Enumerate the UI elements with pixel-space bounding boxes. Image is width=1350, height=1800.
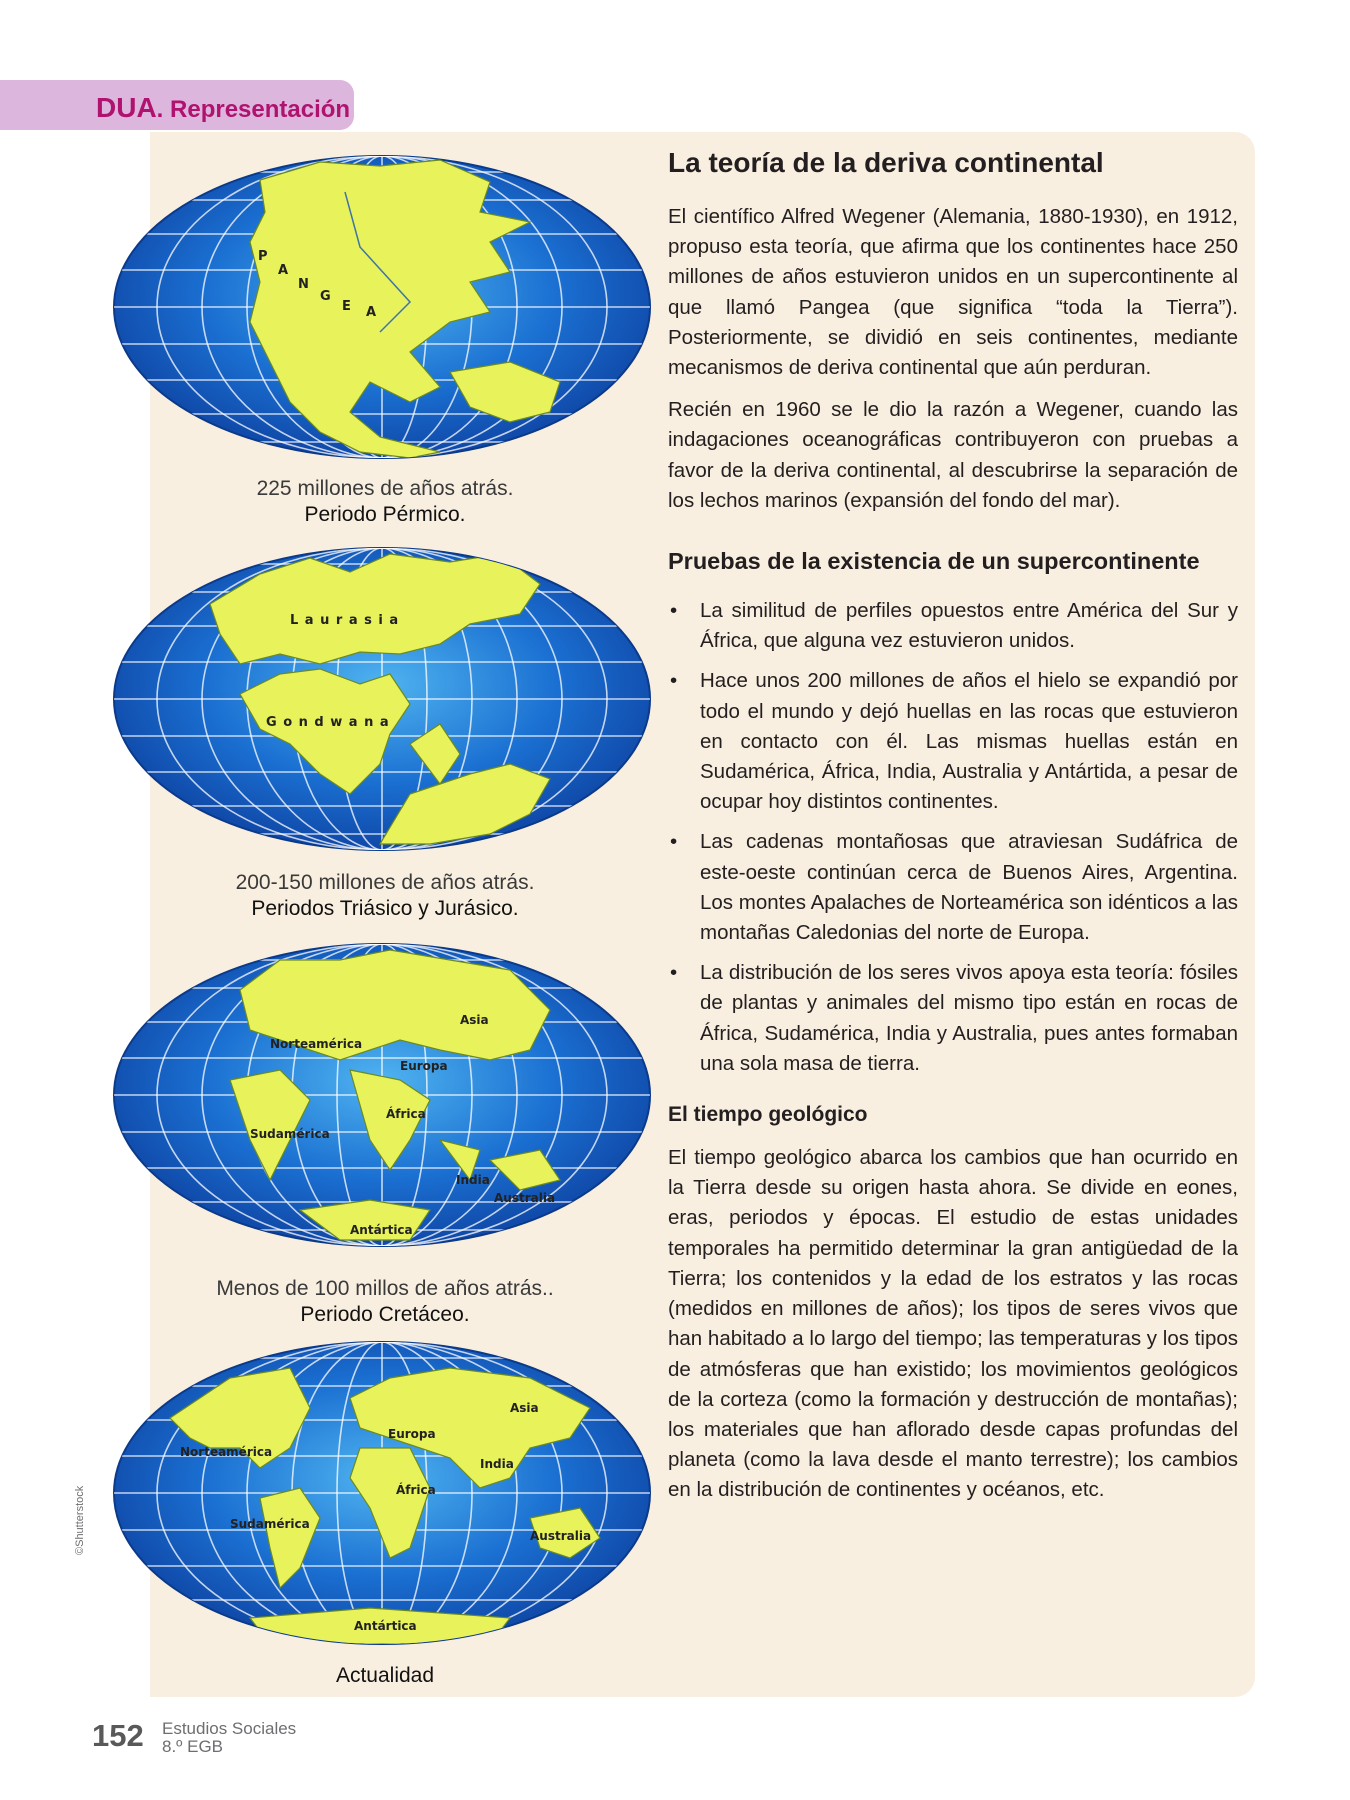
- present-label-africa: África: [396, 1483, 436, 1497]
- book-info: [162, 1720, 296, 1756]
- cretaceous-label-asia: Asia: [460, 1013, 489, 1027]
- cretaceous-caption-age: Menos de 100 millos de años atrás..: [216, 1277, 554, 1300]
- cretaceous-label-india: India: [456, 1173, 490, 1187]
- present-label-antarctica: Antártica: [354, 1619, 417, 1633]
- pangea-caption: [180, 476, 590, 528]
- present-label-india: India: [480, 1457, 514, 1471]
- laurasia-label: L a u r a s i a: [290, 613, 400, 628]
- paragraph-1960: Recién en 1960 se le dio la razón a Wegener, cuando las indagaciones oceanográficas contribuyeron con pruebas a favor de la deriva continental, al descubrirse la separación de los lechos marinos (expansión del fondo del mar).: [668, 398, 1238, 512]
- cretaceous-label-australia: Australia: [494, 1191, 556, 1205]
- bullet-text: Las cadenas montañosas que atraviesan Sudáfrica de este-oeste continúan cerca de Buenos Aires, Argentina. Los montes Apalaches de Norteamérica son idénticos a las montañas Caledonias del norte de Europa.: [700, 830, 1238, 945]
- list-item: • La distribución de los seres vivos apoya esta teoría: fósiles de plantas y animales del mismo tipo están en rocas de África, Sudamérica, India y Australia, pues antes formaban una sola masa de tierra.: [670, 961, 1238, 1075]
- book-title: Estudios Sociales: [162, 1719, 297, 1738]
- bullet-text: La distribución de los seres vivos apoya esta teoría: fósiles de plantas y animales del mismo tipo están en rocas de África, Sudamérica, India y Australia, pues antes formaban una sola masa de tierra.: [700, 961, 1238, 1075]
- pangea-letter-e: E: [342, 299, 351, 314]
- present-day-globe: [110, 1338, 654, 1648]
- triassic-caption-age: 200-150 millones de años atrás.: [235, 871, 535, 894]
- list-item: • La similitud de perfiles opuestos entre América del Sur y África, que alguna vez estuvieron unidos.: [670, 599, 1238, 653]
- present-label-asia: Asia: [510, 1401, 539, 1415]
- dua-label: [96, 92, 350, 124]
- geologic-time-subtitle: El tiempo geológico: [668, 1103, 868, 1127]
- triassic-caption: [180, 870, 590, 922]
- paragraph-wegener: El científico Alfred Wegener (Alemania, 1880-1930), en 1912, propuso esta teoría, que afirma que los continentes hace 250 millones de años estuvieron unidos en un supercontinente al que llamó Pangea (que significa “toda la Tierra”). Posteriormente, se dividió en seis continentes, mediante mecanismos de deriva continental que aún perduran.: [668, 205, 1238, 380]
- present-label-australia: Australia: [530, 1529, 592, 1543]
- pangea-letter-g: G: [320, 289, 331, 304]
- pangea-letter-a2: A: [366, 305, 377, 320]
- present-label-europe: Europa: [388, 1427, 436, 1441]
- page-number: 152: [92, 1718, 144, 1753]
- present-label-north-america: Norteamérica: [180, 1445, 273, 1459]
- image-credit: ©Shutterstock: [74, 1485, 86, 1555]
- dua-rest: . Representación: [156, 96, 351, 123]
- book-grade: 8.º EGB: [162, 1737, 224, 1756]
- pangea-caption-period: Periodo Pérmico.: [304, 503, 466, 526]
- bullet-text: La similitud de perfiles opuestos entre América del Sur y África, que alguna vez estuvieron unidos.: [700, 599, 1238, 653]
- cretaceous-label-south-america: Sudamérica: [250, 1127, 330, 1141]
- cretaceous-label-europe: Europa: [400, 1059, 448, 1073]
- article-title: La teoría de la deriva continental: [668, 147, 1104, 178]
- triassic-caption-period: Periodos Triásico y Jurásico.: [251, 897, 519, 920]
- list-item: • Las cadenas montañosas que atraviesan Sudáfrica de este-oeste continúan cerca de Buenos Aires, Argentina. Los montes Apalaches de Norteamérica son idénticos a las montañas Caledonias del norte de Europa.: [670, 830, 1238, 945]
- list-item: • Hace unos 200 millones de años el hielo se expandió por todo el mundo y dejó huellas en las rocas que estuvieron en contacto con él. Las mismas huellas están en Sudamérica, África, India, Australia y Antártida, a pesar de ocupar hoy distintos continentes.: [670, 669, 1238, 814]
- article: [668, 146, 1238, 1518]
- evidence-subtitle: Pruebas de la existencia de un supercontinente: [668, 548, 1200, 575]
- gondwana-label: G o n d w a n a: [266, 715, 390, 730]
- cretaceous-caption-period: Periodo Cretáceo.: [300, 1303, 470, 1326]
- laurasia-gondwana-globe: [110, 544, 654, 854]
- evidence-list: [668, 596, 1238, 1079]
- bullet-text: Hace unos 200 millones de años el hielo se expandió por todo el mundo y dejó huellas en las rocas que estuvieron en contacto con él. Las mismas huellas están en Sudamérica, África, India, Australia y Antártida, a pesar de ocupar hoy distintos continentes.: [700, 669, 1238, 814]
- cretaceous-globe: [110, 940, 654, 1250]
- dua-bold: DUA: [96, 92, 157, 123]
- cretaceous-label-antarctica: Antártica: [350, 1223, 413, 1237]
- present-label-south-america: Sudamérica: [230, 1517, 310, 1531]
- pangea-globe: [110, 152, 654, 462]
- cretaceous-caption: [180, 1276, 590, 1328]
- pangea-letter-a: A: [278, 263, 289, 278]
- cretaceous-label-north-america: Norteamérica: [270, 1037, 363, 1051]
- present-caption-period: Actualidad: [335, 1664, 435, 1687]
- pangea-letter-n: N: [298, 277, 309, 292]
- cretaceous-label-africa: África: [386, 1107, 426, 1121]
- pangea-letter-p: P: [258, 249, 268, 264]
- present-caption: [180, 1663, 590, 1689]
- pangea-caption-age: 225 millones de años atrás.: [256, 477, 514, 500]
- paragraph-geologic-time: El tiempo geológico abarca los cambios que han ocurrido en la Tierra desde su origen hasta ahora. Se divide en eones, eras, periodos y épocas. El estudio de estas unidades temporales ha permitido determinar la gran antigüedad de la Tierra; los contenidos y la edad de los estratos y las rocas (medidos en millones de años); los tipos de seres vivos que han habitado a lo largo del tiempo; las temperaturas y los tipos de atmósferas que han existido; los movimientos geológicos de la corteza (como la formación y destrucción de montañas); los materiales que han aflorado desde capas profundas del planeta (como la lava desde el manto terrestre); los cambios en la distribución de continentes y océanos, etc.: [668, 1146, 1238, 1502]
